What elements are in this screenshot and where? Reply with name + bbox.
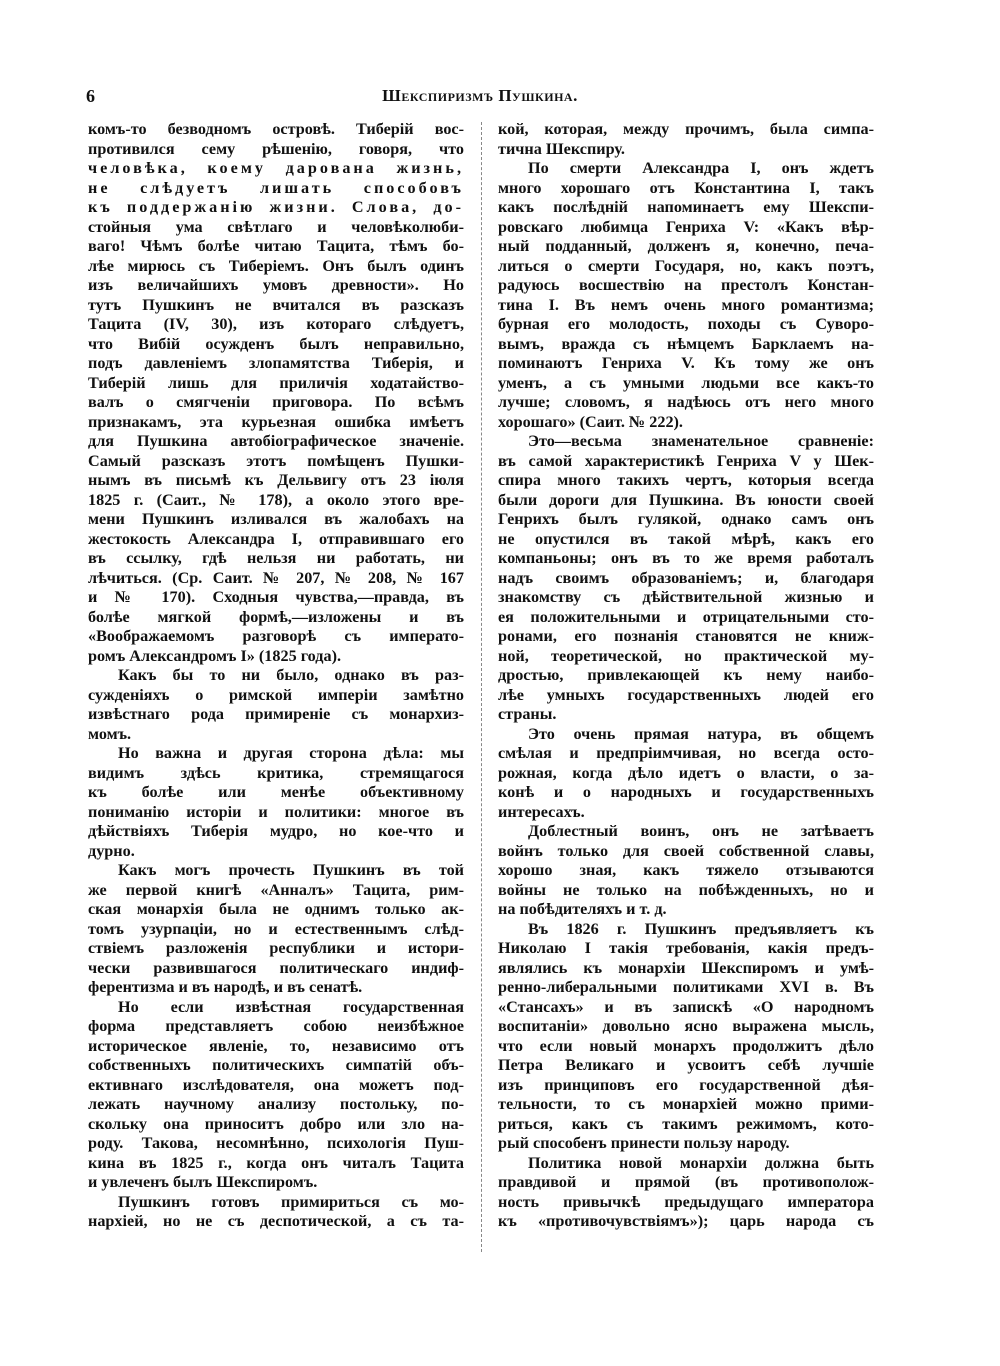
text-line: валъ о смягченіи приговора. По всѣмъ xyxy=(88,393,464,411)
text-line: поминаютъ Генриха V. Къ тому же онъ xyxy=(498,354,874,372)
text-line: тина I. Въ немъ очень много романтизма; xyxy=(498,295,874,314)
text-line: историческое явленіе, то, независимо отъ xyxy=(88,1036,464,1055)
text-line: являлись къ монархіи Шекспиромъ и умѣ- xyxy=(498,958,874,977)
text-line: риться, какъ съ такимъ режимомъ, кото- xyxy=(498,1114,874,1133)
text-line: Николаю I такія требованія, какія предъ- xyxy=(498,939,874,957)
text-line: 1825 г. (Саит., № 178), а около этого вре- xyxy=(88,490,464,509)
text-line: изъ величайшихъ умовъ древности». Но xyxy=(88,276,464,294)
text-line: литься о смерти Государя, но, какъ поэтъ, xyxy=(498,256,874,275)
text-line: не слѣдуетъ лишать способовъ xyxy=(88,178,464,197)
text-line: на побѣдителяхъ и т. д. xyxy=(498,900,667,918)
text-line: стойныя ума свѣтлаго и человѣколюби- xyxy=(88,217,464,236)
text-line: комъ-то безводномъ островѣ. Тиберій вос- xyxy=(88,120,464,138)
text-line: ронами, его познанія становятся не книж- xyxy=(498,627,874,645)
text-line: ективнаго изслѣдователя, она можетъ под- xyxy=(88,1075,464,1094)
text-line: роду. Такова, несомнѣнно, психологія Пуш- xyxy=(88,1134,464,1152)
text-line: для Пушкина автобіографическое значеніе. xyxy=(88,432,464,450)
text-line: скольку она приноситъ добро или зло на- xyxy=(88,1114,464,1133)
text-line: дѣйствіяхъ Тиберія мудро, но кое-что и xyxy=(88,822,464,840)
text-line: Политика новой монархіи должна быть xyxy=(528,1153,874,1172)
text-line: «Стансахъ» и въ запискѣ «О народномъ xyxy=(498,997,874,1016)
text-line: въ ссылку, гдѣ нельзя ни работать, ни xyxy=(88,549,464,567)
text-line: рый способенъ принести пользу народу. xyxy=(498,1134,790,1152)
text-line: тична Шекспиру. xyxy=(498,139,625,158)
text-line: лучше; словомъ, я надѣюсь отъ него много xyxy=(498,393,874,411)
text-line: ный подданный, долженъ я, конечно, печа- xyxy=(498,237,874,255)
text-line: нархіей, но не съ деспотической, а съ та- xyxy=(88,1212,464,1230)
text-line: ность привычкѣ предыдущаго императора xyxy=(498,1192,874,1211)
left-column xyxy=(88,120,464,1232)
text-line: вымъ, вражда съ нѣмцемъ Барклаемъ на- xyxy=(498,334,874,353)
text-line: По смерти Александра I, онъ ждетъ xyxy=(528,159,874,177)
text-line: Но если извѣстная государственная xyxy=(118,997,464,1016)
text-line: не опустился въ такой мѣрѣ, какъ его xyxy=(498,529,874,548)
text-line: ствіемъ разложенія республики и истори- xyxy=(88,939,464,957)
text-line: Самый разсказъ этотъ помѣщенъ Пушки- xyxy=(88,451,464,470)
text-line: лѣчиться. (Ср. Саит. № 207, № 208, № 167 xyxy=(88,568,464,587)
text-line: хорошаго» (Саит. № 222). xyxy=(498,412,683,431)
text-line: къ поддержанію жизни. Слова, до- xyxy=(88,198,464,216)
text-line: войнъ только для своей собственной славы, xyxy=(498,841,874,860)
text-line: тельности, то съ монархіей можно прими- xyxy=(498,1095,874,1113)
text-line: лѣе умныхъ государственныхъ людей его xyxy=(498,685,874,704)
text-line: ферентизма и въ народѣ, и въ сенатѣ. xyxy=(88,978,363,996)
text-line: хорошо зная, какъ тяжело отзываются xyxy=(498,861,874,879)
text-line: мени Пушкинъ изливался въ жалобахъ на xyxy=(88,510,464,528)
right-column xyxy=(498,120,874,1232)
text-line: правдивой и прямой (въ противополож- xyxy=(498,1173,874,1191)
text-line: уменъ, а съ умными людьми все какъ-то xyxy=(498,373,874,392)
column-divider xyxy=(481,122,482,1252)
text-line: Это очень прямая натура, въ общемъ xyxy=(528,724,874,743)
text-line: видимъ здѣсь критика, стремящагося xyxy=(88,763,464,782)
text-line: къ болѣе или менѣе объективному xyxy=(88,783,464,801)
text-line: и увлеченъ былъ Шекспиромъ. xyxy=(88,1173,318,1191)
text-line: Въ 1826 г. Пушкинъ предъявляетъ къ xyxy=(528,919,874,938)
text-line: дростью, привлекающей къ нему наибо- xyxy=(498,666,874,684)
text-line: ея положительными и отрицательными сто- xyxy=(498,607,874,626)
text-line: знакомству съ дѣйствительной жизнью и xyxy=(498,588,874,606)
text-line: ровскаго любимца Генриха V: «Какъ вѣр- xyxy=(498,217,874,236)
text-line: человѣка, коему дарована жизнь, xyxy=(88,159,464,177)
text-line: Какъ бы то ни было, однако въ раз- xyxy=(118,666,464,684)
text-line: и № 170). Сходныя чувства,—правда, въ xyxy=(88,588,464,606)
text-line: компаньоны; онъ въ то же время работалъ xyxy=(498,549,874,567)
text-line: признакамъ, эта курьезная ошибка имѣетъ xyxy=(88,412,464,431)
text-line: сужденіяхъ о римской имперіи замѣтно xyxy=(88,685,464,704)
text-line: противился сему рѣшенію, говоря, что xyxy=(88,139,464,158)
text-line: много хорошаго отъ Константина I, такъ xyxy=(498,178,874,197)
text-line: момъ. xyxy=(88,724,132,743)
text-line: были дороги для Пушкина. Въ юности своей xyxy=(498,490,874,509)
text-line: лѣе мирюсь съ Тиберіемъ. Онъ былъ одинъ xyxy=(88,256,464,275)
text-line: смѣлая и предпріимчивая, но всегда осто- xyxy=(498,744,874,762)
page-number: 6 xyxy=(86,86,95,106)
text-line: дурно. xyxy=(88,841,135,860)
text-line: конѣ и о народныхъ и государственныхъ xyxy=(498,783,874,801)
text-line: страны. xyxy=(498,705,557,723)
text-line: ромъ Александромъ I» (1825 года). xyxy=(88,646,342,665)
text-line: «Воображаемомъ разговорѣ съ императо- xyxy=(88,627,464,645)
text-line: Доблестный воинъ, онъ не затѣваетъ xyxy=(528,822,874,840)
text-line: бурная его молодость, походы съ Суворо- xyxy=(498,315,874,333)
text-line: болѣе мягкой формѣ,—изложены и въ xyxy=(88,607,464,626)
text-line: лежать научному анализу постольку, по- xyxy=(88,1095,464,1113)
text-line: извѣстнаго рода примиреніе съ монархиз- xyxy=(88,705,464,723)
text-line: нымъ въ письмѣ къ Дельвигу отъ 23 іюля xyxy=(88,471,464,489)
text-line: радуюсь восшествію на престолъ Констан- xyxy=(498,276,874,294)
text-line: ренно-либеральными политиками XVI в. Въ xyxy=(498,978,874,996)
text-line: спира много такихъ чертъ, которыя всегда xyxy=(498,471,874,489)
text-line: собственныхъ политическихъ симпатій объ- xyxy=(88,1056,464,1074)
text-line: какъ послѣдній напоминаетъ ему Шекспи- xyxy=(498,198,874,216)
text-line: Генрихъ былъ гулякой, однако самъ онъ xyxy=(498,510,874,528)
text-line: пониманію исторіи и политики: многое въ xyxy=(88,802,464,821)
text-line: же первой книгѣ «Анналъ» Тацита, рим- xyxy=(88,880,464,899)
text-line: надъ своимъ образованіемъ; и, благодаря xyxy=(498,568,874,587)
text-line: Пушкинъ готовъ примириться съ мо- xyxy=(118,1192,464,1211)
text-line: что Вибій осужденъ былъ неправильно, xyxy=(88,334,464,353)
text-line: Какъ могъ прочесть Пушкинъ въ той xyxy=(118,861,464,879)
text-line: Тиберій лишь для приличія ходатайство- xyxy=(88,373,464,392)
text-line: тутъ Пушкинъ не вчитался въ разсказъ xyxy=(88,295,464,314)
text-line: интересахъ. xyxy=(498,802,585,821)
text-line: форма представляетъ собою неизбѣжное xyxy=(88,1017,464,1035)
text-line: томъ узурпаціи, но и естественнымъ слѣд- xyxy=(88,919,464,938)
text-line: къ «противочувствіямъ»); царь народа съ xyxy=(498,1212,874,1230)
running-title: Шекспиризмъ Пушкина. xyxy=(382,86,578,105)
text-line: кина въ 1825 г., когда онъ читалъ Тацита xyxy=(88,1153,464,1172)
text-line: Тацита (IV, 30), изъ котораго слѣдуетъ, xyxy=(88,315,464,333)
text-line: въ самой характеристикѣ Генриха V у Шек- xyxy=(498,451,874,470)
text-line: кой, которая, между прочимъ, была симпа- xyxy=(498,120,874,138)
text-line: изъ принциповъ его государственной дѣя- xyxy=(498,1075,874,1094)
text-line: войны не только на побѣжденныхъ, но и xyxy=(498,880,874,899)
text-line: подъ давленіемъ злопамятства Тиберія, и xyxy=(88,354,464,372)
text-line: Но важна и другая сторона дѣла: мы xyxy=(118,744,464,762)
text-line: Это—весьма знаменательное сравненіе: xyxy=(528,432,874,450)
text-line: воспитаніи» довольно ясно выражена мысль, xyxy=(498,1017,874,1035)
text-line: жестокость Александра I, отправившаго его xyxy=(88,529,464,548)
text-line: ская монархія была не однимъ только ак- xyxy=(88,900,464,918)
text-line: чески развившагося политическаго индиф- xyxy=(88,958,464,977)
text-line: рожная, когда дѣло идетъ о власти, о за- xyxy=(498,763,874,782)
text-line: ваго! Чѣмъ болѣе читаю Тацита, тѣмъ бо- xyxy=(88,237,464,255)
text-line: Петра Великаго и усвоитъ себѣ лучшіе xyxy=(498,1056,874,1074)
text-line: что если новый монархъ продолжитъ дѣло xyxy=(498,1036,874,1055)
text-line: ной, теоретической, но практической му- xyxy=(498,646,874,665)
